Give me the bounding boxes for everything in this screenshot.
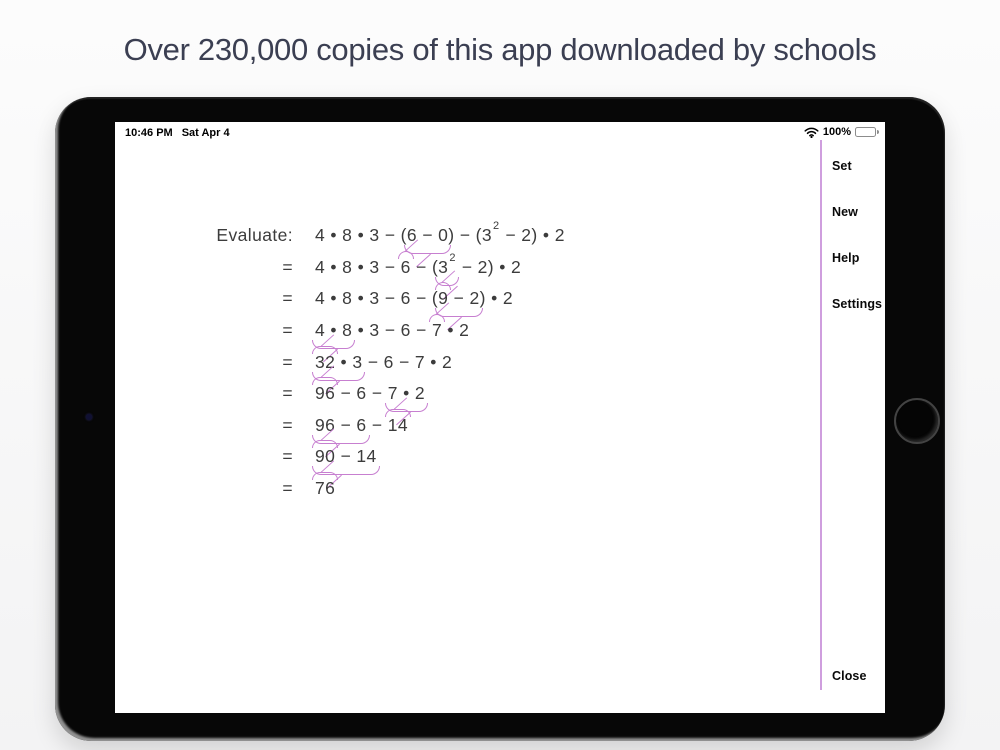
math-step-row xyxy=(170,378,565,410)
under-annotated-term: 7 • 2 xyxy=(387,383,426,404)
sidebar-button-new[interactable]: New xyxy=(832,205,859,219)
equation-label: = xyxy=(282,288,293,309)
over-annotated-term: 7 xyxy=(431,320,443,341)
math-segment: 2 xyxy=(449,252,456,265)
status-right xyxy=(804,126,879,138)
status-date: Sat Apr 4 xyxy=(181,127,230,139)
home-button[interactable] xyxy=(894,398,940,444)
under-annotated-term xyxy=(315,352,362,373)
math-segment: − 6 − 7 • 2 xyxy=(362,351,453,372)
app-screen xyxy=(115,122,885,713)
under-annotated-term xyxy=(315,446,377,467)
math-expression xyxy=(315,320,469,341)
math-segment: • 2 xyxy=(442,320,470,341)
math-step-row xyxy=(170,315,565,347)
over-annotated-term: 14 xyxy=(387,414,408,435)
math-step-row xyxy=(170,252,565,284)
math-step-row xyxy=(170,283,565,315)
battery-percentage: 100% xyxy=(822,126,851,138)
sidebar-button-set[interactable]: Set xyxy=(832,159,852,173)
wifi-icon xyxy=(804,127,819,138)
over-annotated-term: 76 xyxy=(315,478,336,499)
sidebar-button-settings[interactable]: Settings xyxy=(832,297,883,311)
math-expression xyxy=(315,252,522,278)
math-segment: − xyxy=(366,414,388,435)
math-expression xyxy=(315,352,452,373)
over-annotated-term: 32 xyxy=(315,351,336,372)
math-segment: − 14 xyxy=(335,446,377,467)
under-annotated-term xyxy=(438,252,456,278)
battery-icon xyxy=(855,127,876,137)
ipad-device xyxy=(55,97,945,741)
equation-label: = xyxy=(282,320,293,341)
math-step-row xyxy=(170,220,565,252)
math-segment: 4 • 8 • 3 − ( xyxy=(315,225,407,246)
sidebar-button-close[interactable]: Close xyxy=(832,669,867,683)
under-annotated-term xyxy=(438,288,479,309)
math-segment: • 3 − 6 − xyxy=(352,320,432,341)
equation-label: = xyxy=(282,351,293,372)
math-segment: ) − (3 xyxy=(448,225,493,246)
math-segment: 2 xyxy=(493,220,500,233)
status-left xyxy=(125,127,230,139)
math-expression xyxy=(315,415,408,436)
math-worksheet xyxy=(170,220,565,504)
math-expression xyxy=(315,478,335,499)
over-annotated-term: 90 xyxy=(315,446,336,467)
math-step-row xyxy=(170,473,565,505)
sidebar-divider xyxy=(820,140,822,690)
math-expression xyxy=(315,446,377,467)
over-annotated-term: 96 xyxy=(315,383,336,404)
math-step-row xyxy=(170,410,565,442)
status-bar xyxy=(115,125,885,143)
battery-nub xyxy=(877,130,879,134)
math-expression xyxy=(315,220,565,246)
equation-label: = xyxy=(282,383,293,404)
math-segment: ) • 2 xyxy=(479,288,513,309)
under-annotated-term: 6 − 0 xyxy=(406,225,449,246)
equation-label: = xyxy=(282,446,293,467)
math-segment: 4 • 8 • 3 − 6 − ( xyxy=(315,288,439,309)
front-camera-icon xyxy=(86,414,92,420)
math-segment: • 3 xyxy=(335,351,363,372)
equation-label: Evaluate: xyxy=(216,225,293,246)
math-expression xyxy=(315,288,513,309)
math-step-row xyxy=(170,346,565,378)
math-segment: − 2 xyxy=(448,288,480,309)
equation-label: = xyxy=(282,478,293,499)
math-segment: − 2) • 2 xyxy=(456,256,522,277)
headline: Over 230,000 copies of this app downloaded by schools xyxy=(123,32,877,67)
under-annotated-term: 96 − 6 xyxy=(315,414,367,435)
under-annotated-term: 4 • 8 xyxy=(315,320,353,341)
over-annotated-term: 6 xyxy=(400,256,411,277)
status-time: 10:46 PM xyxy=(125,127,173,139)
math-segment: − ( xyxy=(410,256,439,277)
math-step-row xyxy=(170,441,565,473)
math-expression xyxy=(315,383,425,404)
sidebar-button-help[interactable]: Help xyxy=(832,251,860,265)
math-segment: 4 • 8 • 3 − xyxy=(315,256,401,277)
equation-label: = xyxy=(282,414,293,435)
math-segment: 3 xyxy=(438,256,449,277)
equation-label: = xyxy=(282,256,293,277)
over-annotated-term: 9 xyxy=(438,288,449,309)
math-segment: − 6 − xyxy=(335,383,388,404)
math-segment: − 2) • 2 xyxy=(500,225,565,246)
